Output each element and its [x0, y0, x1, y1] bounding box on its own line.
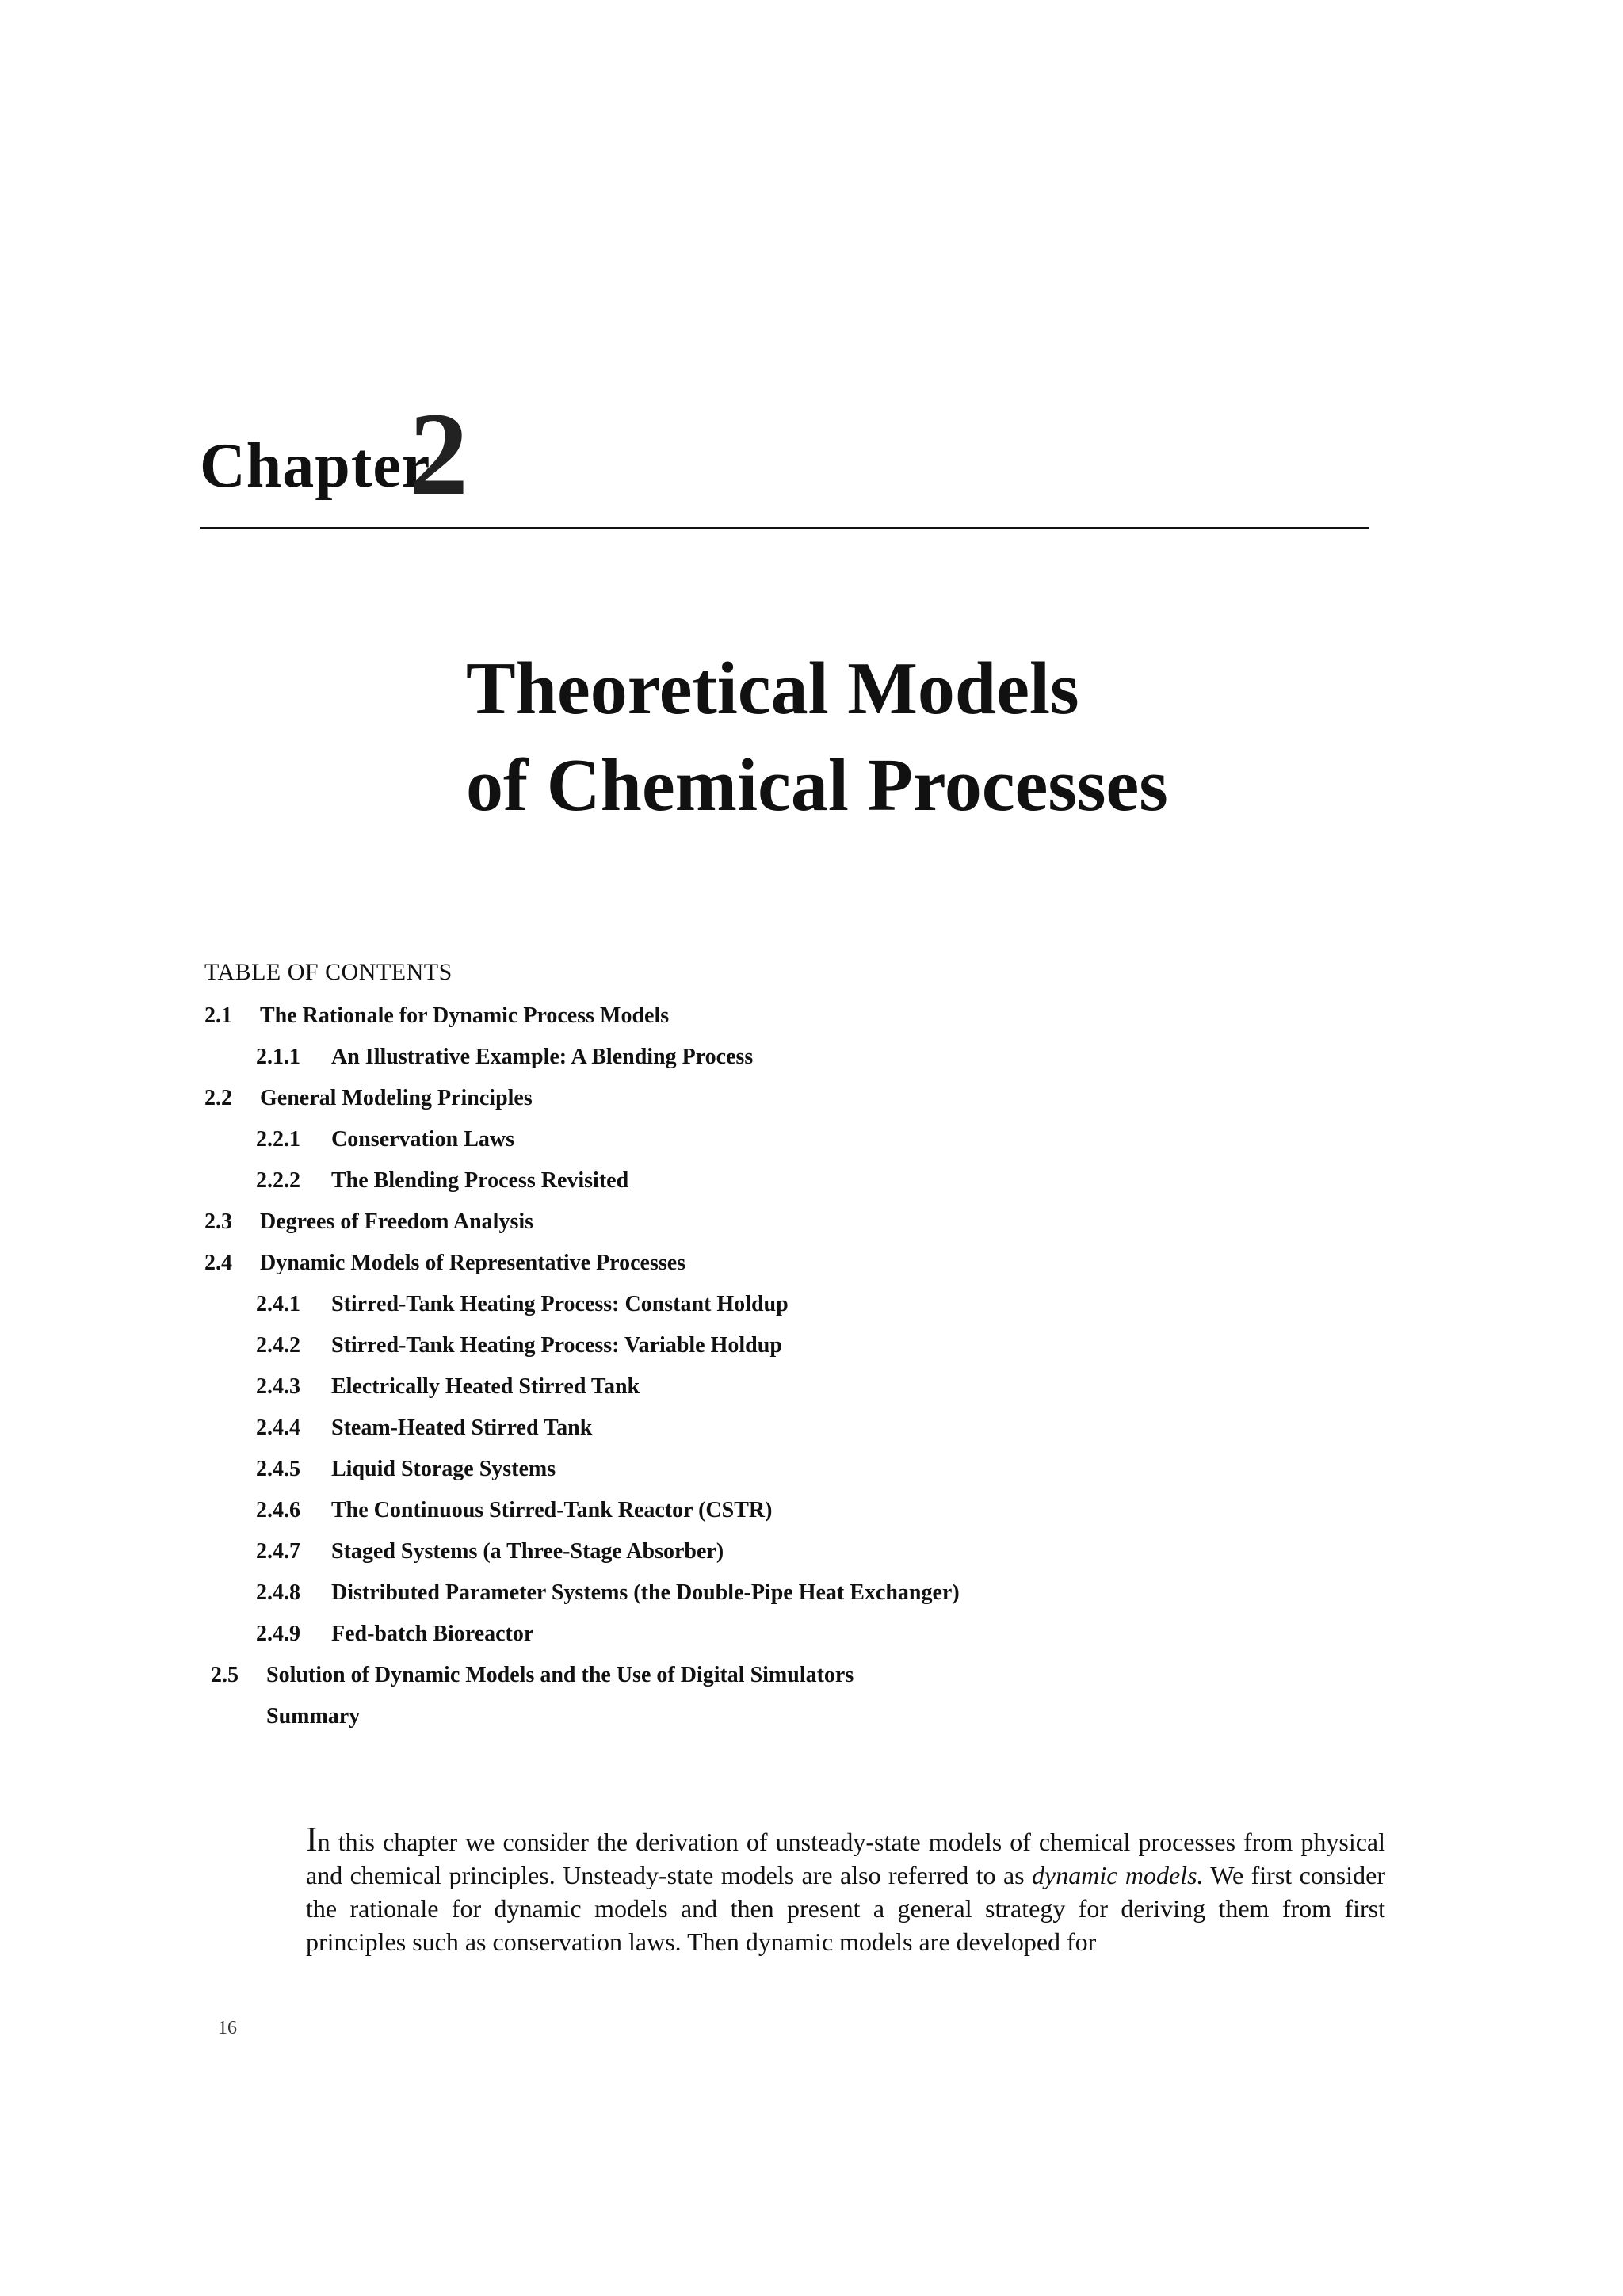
toc-entry-title: The Continuous Stirred-Tank Reactor (CSTR) [331, 1498, 773, 1522]
intro-text-continued: We first consider the rationale for dynamic models and then present a general strategy for deriving them from first principles such as conservation laws. Then dynamic models are developed for [306, 1861, 1386, 1956]
toc-entry [211, 1704, 360, 1729]
toc-entry [204, 1251, 685, 1276]
toc-entry-title: Steam-Heated Stirred Tank [331, 1415, 593, 1440]
toc-entry-title: Staged Systems (a Three-Stage Absorber) [331, 1539, 724, 1564]
toc-entry-number: 2.4.9 [256, 1622, 300, 1646]
toc-entry-title: Electrically Heated Stirred Tank [331, 1374, 640, 1399]
chapter-title-line-2: of Chemical Processes [466, 744, 1168, 827]
toc-entry-number: 2.4 [204, 1251, 232, 1275]
toc-entry [256, 1374, 640, 1400]
page-number: 16 [218, 2018, 237, 2038]
toc-entry [256, 1622, 533, 1647]
toc-entry [256, 1539, 724, 1564]
toc-entry-number: 2.5 [211, 1663, 239, 1687]
toc-heading: TABLE OF CONTENTS [204, 959, 453, 985]
toc-entry-number: 2.2 [204, 1086, 232, 1110]
toc-entry-title: Solution of Dynamic Models and the Use of Digital Simulators [266, 1663, 854, 1687]
toc-entry [204, 1003, 669, 1029]
intro-paragraph [306, 1820, 1386, 1958]
toc-entry [211, 1663, 854, 1688]
intro-text: n this chapter we consider the derivation of unsteady-state models of chemical processes from physical and chemical principles. Unsteady-state models are also referred to as [306, 1828, 1385, 1889]
toc-entry-number: 2.4.5 [256, 1457, 300, 1481]
toc-entry [256, 1580, 960, 1606]
toc-entry [256, 1045, 753, 1070]
toc-entry-title: The Blending Process Revisited [331, 1168, 629, 1193]
toc-entry-title: Fed-batch Bioreactor [331, 1622, 534, 1646]
toc-entry-number: 2.4.1 [256, 1292, 300, 1316]
toc-entry-number: 2.4.3 [256, 1374, 300, 1399]
toc-entry [256, 1415, 592, 1441]
toc-entry-number: 2.4.6 [256, 1498, 300, 1522]
toc-entry-title: Degrees of Freedom Analysis [260, 1209, 534, 1234]
toc-entry [256, 1333, 782, 1358]
toc-entry [204, 1086, 533, 1111]
toc-entry-title: Distributed Parameter Systems (the Double-Pipe Heat Exchanger) [331, 1580, 960, 1605]
toc-entry-number: 2.3 [204, 1209, 232, 1234]
toc-entry-number: 2.4.7 [256, 1539, 300, 1564]
toc-entry [256, 1457, 556, 1482]
toc-entry-title: General Modeling Principles [260, 1086, 533, 1110]
toc-entry-title: The Rationale for Dynamic Process Models [260, 1003, 670, 1028]
toc-entry [256, 1127, 514, 1152]
toc-entry-title: Stirred-Tank Heating Process: Variable Holdup [331, 1333, 782, 1358]
toc-entry-title: Stirred-Tank Heating Process: Constant Holdup [331, 1292, 789, 1316]
toc-entry-title: An Illustrative Example: A Blending Process [331, 1045, 754, 1069]
toc-entry [256, 1168, 628, 1194]
chapter-title-line-1: Theoretical Models [466, 648, 1079, 730]
toc-entry-number: 2.4.4 [256, 1415, 300, 1440]
toc-entry-title: Dynamic Models of Representative Processes [260, 1251, 686, 1275]
toc-entry-number: 2.4.2 [256, 1333, 300, 1358]
chapter-rule-divider [200, 527, 1369, 529]
toc-entry [204, 1209, 533, 1235]
toc-entry-title: Summary [266, 1704, 361, 1729]
toc-entry [256, 1292, 789, 1317]
toc-entry-number: 2.2.2 [256, 1168, 300, 1193]
toc-entry-title: Liquid Storage Systems [331, 1457, 556, 1481]
toc-entry-number: 2.1 [204, 1003, 232, 1028]
toc-entry-number: 2.2.1 [256, 1127, 300, 1152]
chapter-label: Chapter [200, 431, 431, 501]
toc-entry-number: 2.1.1 [256, 1045, 300, 1069]
toc-entry-number: 2.4.8 [256, 1580, 300, 1605]
intro-italic-term: dynamic models. [1032, 1861, 1204, 1889]
intro-first-letter: I [306, 1820, 318, 1859]
chapter-number: 2 [409, 388, 468, 520]
toc-entry [256, 1498, 772, 1523]
toc-entry-title: Conservation Laws [331, 1127, 515, 1152]
